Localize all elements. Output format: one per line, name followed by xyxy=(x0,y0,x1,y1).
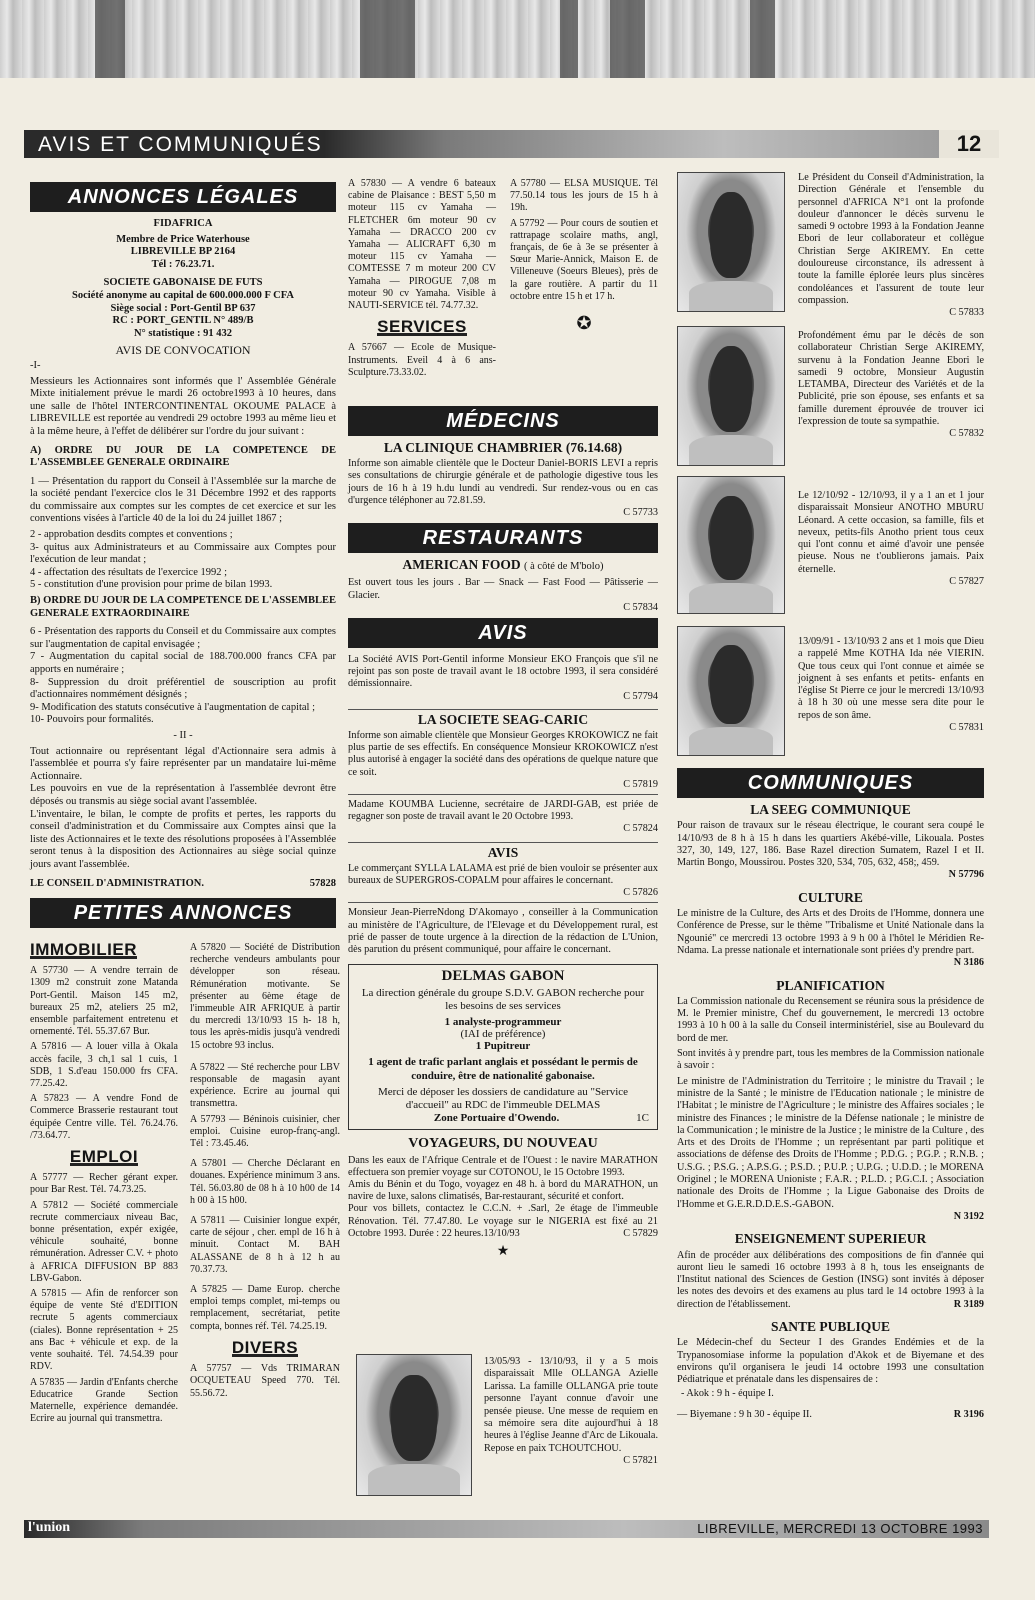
classified-ad: A 57793 — Béninois cuisinier, cher emploi. Cuisine europ-franç-angl. Tél : 73.45.46. xyxy=(190,1113,340,1150)
classified-ad: A 57812 — Société commerciale recrute commerciaux niveau Bac, bonne présentation, expér exigée, véhicule souhaité, bonne rémunération. Adresser C.V. + photo à AFRICA DIFFUSION BP 883 LBV-Gabon. xyxy=(30,1199,178,1284)
notice-text: La Commission nationale du Recensement se réunira sous la présidence de M. le Premier ministre, Chef du gouvernement, le mercredi 13 octobre 1993 à 10 h 00 à la salle du Conseil interministériel, sise au Boulevard du bord de mer. xyxy=(677,995,984,1044)
notice-text: 13/05/93 - 13/10/93, il y a 5 mois disparaissait Mlle OLLANGA Azielle Larissa. La famille OLLANGA prie toute personne l'ayant connue d'avoir une pensée pieuse. Une messe de requiem en sa mémoire sera dite aujourd'hui à 18 heures à l'église Jeanne d'Arc de Likouala. Repose en paix TCHOUTCHOU. xyxy=(484,1356,658,1454)
notice-text: Est ouvert tous les jours . Bar — Snack — Fast Food — Pâtisserie — Glacier. xyxy=(348,577,658,601)
petites-banner: PETITES ANNONCES xyxy=(30,898,336,928)
notice-text: Amis du Bénin et du Togo, voyagez en 48 h. à bord du MARATHON, un navire de luxe, salons climatisés, Bar-restaurant, sécurité et confort. xyxy=(348,1178,658,1203)
ad-reference: C 57832 xyxy=(949,428,984,440)
obituary xyxy=(798,330,984,444)
notice-text: La direction générale du groupe S.D.V. GABON recherche pour les besoins de ses services xyxy=(361,986,645,1012)
agenda-item: 4 - affectation des résultats de l'exercice 1992 ; xyxy=(30,566,228,578)
ad-reference: C 57834 xyxy=(623,601,658,613)
restaurant-name: AMERICAN FOOD xyxy=(402,557,521,573)
voyage-details: Pour vos billets, contactez le C.C.N. + .Sarl, 2e étage de l'immeuble Rénovation. Tél. 77.47.80. Le voyage sur le NIGERIA est fixé au 21 Octobre 1993. Durée : 22 heures.13/10/93 xyxy=(348,1203,658,1239)
notice-text: 13/09/91 - 13/10/93 2 ans et 1 mois que Dieu a rappelé Mme KOTHA Ida née VIERIN. Que tous ceux qui l'ont connue et aimée se joignent à ses enfants et petits- enfants en l'église St Pierre ce jour le mercredi 13/10/93 à 18 h 30 où une messe sera dite pour le repos de son âme. xyxy=(798,636,984,721)
ad-reference: C 57829 xyxy=(623,1227,658,1239)
obituary-photo xyxy=(677,626,785,756)
ad-reference: C 57831 xyxy=(949,722,984,734)
notice-text xyxy=(677,1409,984,1421)
column-communiques xyxy=(677,764,984,1424)
classified-ad: A 57815 — Afin de renforcer son équipe de vente Sté d'EDITION recrute 5 agents commerciaux (ciales). Bonne représentation + 25 ans Bac + véhicule et exp. de la vente souhaité. Tél. 74.54.39 pour RDV. xyxy=(30,1288,178,1373)
classified-ad: A 57820 — Société de Distribution recherche vendeurs ambulants pour développer son réseau. Rémunération motivante. Se présenter au 6ème étage de l'immeuble AIR AFRIQUE à partir du mercredi 13/10/93 15 h- 18 h, tous les après-midis jusqu'à vendredi 15 octobre 93 inclus. xyxy=(190,942,340,1051)
ad-reference: C 57819 xyxy=(623,778,658,790)
newspaper-name: l'union xyxy=(28,1520,71,1535)
ad-reference: C 57733 xyxy=(623,507,658,519)
paragraph: Les pouvoirs en vue de la représentation à l'assemblée devront être déposés ou transmis au siège social avant l'assemblée. xyxy=(30,783,336,807)
agenda-heading: A) ORDRE DU JOUR DE LA COMPETENCE DE L'ASSEMBLEE GENERALE ORDINAIRE xyxy=(30,444,336,469)
obituary xyxy=(798,490,984,591)
communique-title: LA SEEG COMMUNIQUE xyxy=(750,802,911,817)
obituary-photo xyxy=(677,326,785,466)
classified-ad: A 57811 — Cuisinier longue expér, carte de séjour , cher. empl de 16 h à minuit. Contact M. BAH ALASSANE de 8 h à 12 h au 70.37.73. xyxy=(190,1215,340,1275)
notice-body: — Biyemane : 9 h 30 - équipe II. xyxy=(677,1408,812,1420)
notice-body: Afin de procéder aux délibérations des compositions de fin d'année qui auront lieu le samedi 16 octobre 1993 à 8 h, tous les enseignants de l'Institut national des Sciences de Gestion (INSG) sont invités à déposer les notes des devoirs et des examens au plus tard le 14 octobre 1993 à la direction de l'établissement. xyxy=(677,1249,984,1310)
classifieds-left xyxy=(30,938,178,1428)
star-icon: ✪ xyxy=(576,313,592,334)
notice-text: Informe son aimable clientèle que Monsieur Georges KROKOWICZ ne fait plus partie de ses effectifs. En conséquence Monsieur KROKOWICZ n'est plus autorisé à engager la société dans des opérations de quelque nature que ce soit. xyxy=(348,730,658,778)
agenda-item: 5 - constitution d'une provision pour prime de bilan 1993. xyxy=(30,579,273,591)
ad-reference: R 3189 xyxy=(953,1298,984,1310)
delmas-address xyxy=(357,1112,649,1124)
notice-text: Profondément ému par le décès de son collaborateur Christian Serge AKIREMY, survenu à la Fondation Jeanne Ebori le samedi 9 octobre, Monsieur Augustin LETAMBA, Directeur des Variétés et de la Publicité, prie son épouse, ses enfants et sa famille durement éprouvée de trouver ici l'expression de toute sa sympathie. xyxy=(798,330,984,428)
ad-reference: C 57794 xyxy=(623,690,658,702)
ad-reference: C 57821 xyxy=(623,1455,658,1467)
services-heading: SERVICES xyxy=(377,317,467,337)
obituary-photo xyxy=(677,172,785,312)
notice-text: Le ministre de l'Administration du Territoire ; le ministre du Travail ; le ministre de la Santé ; le ministre de l'Education nationale ; le ministre de l'Habitat ; le ministre de l'Agriculture ; le ministre des Affaires sociales ; le ministre des Finances ; le ministre de la Défense nationale ; le ministre de la Communication ; le ministre de la Justice ; le ministre de la Culture , des Arts et des Droits de l'Homme ; un représentant par parti politique et associations de défense des Droits de l'Homme ; P.D.G. ; P.G.P. ; R.N.B. ; U.S.G. ; P.S.G. ; A.P.S.G. ; P.S.D. ; P.U.P. ; U.P.G. ; U.D.D. ; le MORENA Originel ; le MORENA Unioniste ; F.A.R. ; P.L.D. ; P.G.C.I. ; Association nationale des Droits de l'Homme ; la Ligue Gabonaise des Droits de l'Homme et G.E.R.D.D.E.S.-GABON. xyxy=(677,1075,984,1210)
classified-ad: A 57801 — Cherche Déclarant en douanes. Expérience minimum 3 ans. Tél. 56.03.80 de 08 h à 10 h00 de 14 h 00 à 15 h00. xyxy=(190,1158,340,1206)
clinic-title: LA CLINIQUE CHAMBRIER (76.14.68) xyxy=(383,440,623,455)
voyage-title: VOYAGEURS, DU NOUVEAU xyxy=(408,1136,598,1152)
agenda-item: 2 - approbation desdits comptes et conventions ; xyxy=(30,529,233,541)
delmas-title: DELMAS GABON xyxy=(441,968,565,985)
classified-ad: A 57823 — A vendre Fond de Commerce Brasserie restaurant tout équipée Centre ville. Tél. 76.24.76. /73.64.77. xyxy=(30,1093,178,1141)
communique-title: SANTE PUBLIQUE xyxy=(771,1318,890,1334)
avis-title: AVIS xyxy=(348,842,658,859)
notice-text: La Société AVIS Port-Gentil informe Monsieur EKO François que s'il ne rejoint pas son poste de travail avant le 18 octobre 1993, il sera considéré démissionnaire. xyxy=(348,654,658,690)
ad-reference: C 57824 xyxy=(623,823,658,835)
agenda-item: 6 - Présentation des rapports du Conseil et du Commissaire aux comptes sur l'augmentation de capital envisagée ; xyxy=(30,626,336,650)
ad-reference: C 57826 xyxy=(623,887,658,899)
job-title: 1 analyste-programmeur xyxy=(444,1015,562,1028)
company-title: LA SOCIETE SEAG-CARIC xyxy=(348,709,658,726)
notice-text: Pour raison de travaux sur le réseau électrique, le courant sera coupé le 14/10/93 de 8 h à 15 h dans les quartiers Akébé-ville, Likouala. Postes 327, 30, 149, 127, 186. Base Razel direction Sumatem, Razel I et II. Martin Bongo, Moussirou. Postes 320, 534, 705, 632, 458;, 459. xyxy=(677,820,984,869)
column-notices xyxy=(348,402,658,1264)
section-number: -I- xyxy=(30,359,41,371)
notice-text: Le Président du Conseil d'Administration, la Direction Générale et l'ensemble du personnel d'AFRICA N°1 ont la profonde douleur d'annoncer le décès survenu le samedi 9 octobre 1993 à la Fondation Jeanne Ebori de leur collaborateur et collègue Christian Serge AKIREMY. En cette douloureuse circonstance, ils adressent à toute la famille éplorée leurs plus sincères condoléances et l'assurent de toute leur compassion. xyxy=(798,172,984,306)
company-line: N° statistique : 91 432 xyxy=(133,327,233,339)
restaurant-title xyxy=(348,559,658,573)
memorial-notice xyxy=(484,1356,658,1471)
memorial-photo xyxy=(356,1354,472,1496)
emploi-heading: EMPLOI xyxy=(69,1147,139,1167)
classified-ad: A 57777 — Recher gérant exper. pour Bar Rest. Tél. 74.73.25. xyxy=(30,1172,178,1196)
issue-date: LIBREVILLE, MERCREDI 13 OCTOBRE 1993 xyxy=(697,1521,983,1536)
agenda-item: 3- quitus aux Administrateurs et au Commissaire aux Comptes pour l'exécution de leur mandat ; xyxy=(30,541,336,566)
ad-reference: R 3196 xyxy=(953,1408,984,1420)
company-line: RC : PORT_GENTIL N° 489/B xyxy=(112,315,254,327)
classified-ad: A 57830 — A vendre 6 bateaux cabine de Plaisance : BEST 5,50 m moteur 115 cv Yamaha — FLETCHER 6m moteur 90 cv Yamaha — DRACCO 200 cv Yamaha — ALICRAFT 6,30 m moteur 115 cv Yamaha — COMTESSE 7 m moteur 200 CV Yamaha — PIROGUE 7,08 m moteur 90 cv Yamaha. Visible à NAUTI-SERVICE tél. 74.77.32. xyxy=(348,178,496,312)
notice-text: Le ministre de la Culture, des Arts et des Droits de l'Homme, donnera une Conférence de Presse, sur le thème "Tribalisme et Unité Nationale dans la Ngounié" ce mercredi 13 octobre 1993 à 9 h 00 à l'hôtel le Méridien Re-Ndama. La presse nationale et internationale sont priées d'y prendre part. xyxy=(677,908,984,956)
job-title: 1 agent de trafic parlant anglais et possédant le permis de conduire, être de nationalité gabonaise. xyxy=(368,1056,638,1083)
classified-ad: A 57757 — Vds TRIMARAN OCQUETEAU Speed 770. Tél. 55.56.72. xyxy=(190,1363,340,1399)
notice-text: Madame KOUMBA Lucienne, secrétaire de JARDI-GAB, est priée de regagner son poste de travail avant le 20 Octobre 1993. xyxy=(348,794,658,823)
agenda-item: 9- Modification des statuts consécutive à l'augmentation de capital ; xyxy=(30,701,316,713)
communique-title: PLANIFICATION xyxy=(776,977,885,993)
notice-text: - Akok : 9 h - équipe I. xyxy=(681,1388,774,1400)
notice-text: Le 12/10/92 - 12/10/93, il y a 1 an et 1 jour disparaissait Monsieur ANOTHO MBURU Léonard. A cette occasion, sa famille, fils et neveux, petits-fils Anotho prient tous ceux qui l'ont connu et aimé d'avoir une pensée pieuse. Nous ne t'oublierons jamais. Paix éternelle. xyxy=(798,490,984,575)
classified-ad: A 57780 — ELSA MUSIQUE. Tél 77.50.14 tous les jours de 15 h à 19h. xyxy=(510,178,658,214)
ad-reference: 1C xyxy=(636,1112,649,1125)
company-name: FIDAFRICA xyxy=(153,218,213,229)
classified-ad: A 57816 — A louer villa à Okala accès facile, 3 ch,1 sal 1 cuis, 1 SDB, 1 S.d'eau 150.000 frs CFA. 77.25.42. xyxy=(30,1041,178,1090)
paragraph: Messieurs les Actionnaires sont informés que l' Assemblée Générale Mixte initialement prévue le mardi 26 octobre1993 à 10 heures, dans une salle de l'hôtel INTERCONTINENTAL OKOUME PALACE à LIBREVILLE est reportée au vendredi 29 octobre 1993 au même lieu et à la même heure, à l'effet de délibérer sur l'ordre du jour suivant : xyxy=(30,375,336,437)
classified-ad: A 57835 — Jardin d'Enfants cherche Educatrice Grande Section Maternelle, expérience demandée. Ecrire au journal qui transmettra. xyxy=(30,1376,178,1425)
agenda-item: 7 - Augmentation du capital social de 188.700.000 francs CFA par apports en numéraire ; xyxy=(30,651,336,675)
restaurants-banner: RESTAURANTS xyxy=(348,523,658,553)
notice-text xyxy=(677,1250,984,1311)
ad-reference: N 3186 xyxy=(953,957,984,969)
avis-banner: AVIS xyxy=(348,618,658,648)
restaurant-location: ( à côté de M'bolo) xyxy=(524,561,604,573)
ad-reference: N 3192 xyxy=(953,1210,984,1222)
obituary xyxy=(798,636,984,737)
classifieds-right xyxy=(190,942,340,1403)
signature: LE CONSEIL D'ADMINISTRATION. xyxy=(30,877,204,889)
paragraph: L'inventaire, le bilan, le compte de profits et pertes, les rapports du conseil d'administration et du Commissaire aux Comptes ainsi que la liste des Actionnaires et le texte des résolutions proposées à l'Assemblée seront tenus à la disposition des Actionnaires au siège social quinze jours avant l'assemblée. xyxy=(30,808,336,870)
notice-text: Monsieur Jean-PierreNdong D'Akomayo , conseiller à la Communication au ministère de l'Agriculture, de l'Elevage et du Développement rural, est prié de passer de toute urgence à la direction de la rédaction de L'Union, dès parution du présent communiqué, pour affaire le concernant. xyxy=(348,902,658,956)
ad-reference: 57828 xyxy=(309,877,336,889)
company-line: Membre de Price Waterhouse xyxy=(116,233,250,245)
classified-ad: A 57825 — Dame Europ. cherche emploi temps complet, mi-temps ou remplacement, secrétariat, petite compta, bonnes réf. Tél. 74.25.19. xyxy=(190,1284,340,1332)
company-name: SOCIETE GABONAISE DE FUTS xyxy=(103,277,263,289)
address: Zone Portuaire d'Owendo. xyxy=(433,1112,560,1125)
agenda-item: 8- Suppression du droit préférentiel de souscription au profit d'actionnaires nommément désignés ; xyxy=(30,676,336,701)
classified-ad: A 57792 — Pour cours de soutien et rattrapage scolaire maths, angl, français, de 6e à 3e se présenter à Sœur Marie-Annick, Maison E. de Villeneuve (Soeurs Bleues), près de la gare routière. A partir du 11 octobre entre 15 h et 17 h. xyxy=(510,217,658,302)
ad-reference: C 57827 xyxy=(949,576,984,588)
column-legal xyxy=(30,178,336,934)
company-line: LIBREVILLE BP 2164 xyxy=(130,246,236,258)
notice-text: Sont invités à y prendre part, tous les membres de la Commission nationale à savoir : xyxy=(677,1048,984,1072)
paragraph: Tout actionnaire ou représentant légal d'Actionnaire sera admis à l'assemblée et pourra s'y faire représenter par un mandataire lui-même Actionnaire. xyxy=(30,745,336,782)
scan-top-edge xyxy=(0,0,1035,78)
classifieds-middle-right xyxy=(510,178,658,335)
medecins-banner: MÉDECINS xyxy=(348,406,658,436)
communique-title: ENSEIGNEMENT SUPERIEUR xyxy=(734,1231,927,1247)
page-number: 12 xyxy=(939,130,999,158)
notice-text: Merci de déposer les dossiers de candidature au "Service d'accueil" au RDC de l'immeuble DELMAS xyxy=(377,1086,629,1112)
classified-ad: A 57667 — Ecole de Musique-Instruments. Eveil 4 à 6 ans-Sculpture.73.33.02. xyxy=(348,342,496,378)
legales-banner: ANNONCES LÉGALES xyxy=(30,182,336,212)
agenda-heading: B) ORDRE DU JOUR DE LA COMPETENCE DE L'ASSEMBLEE GENERALE EXTRAORDINAIRE xyxy=(30,595,336,619)
notice-title: AVIS DE CONVOCATION xyxy=(115,343,251,358)
delmas-box xyxy=(348,964,658,1130)
classified-ad: A 57822 — Sté recherche pour LBV responsable de magasin ayant expérience. Ecrire au journal qui transmettra. xyxy=(190,1061,340,1110)
company-line: Tél : 76.23.71. xyxy=(151,258,215,270)
communiques-banner: COMMUNIQUES xyxy=(677,768,984,798)
notice-text: Dans les eaux de l'Afrique Centrale et de l'Ouest : le navire MARATHON effectuera son premier voyage sur COTONOU, le 15 Octobre 1993. xyxy=(348,1154,658,1178)
divers-heading: DIVERS xyxy=(231,1337,299,1357)
star-icon: ★ xyxy=(496,1243,510,1259)
obituary-photo xyxy=(677,476,785,614)
signature-line xyxy=(30,878,336,891)
classifieds-middle xyxy=(348,178,496,382)
section-title: AVIS ET COMMUNIQUÉS xyxy=(38,133,323,156)
job-title: 1 Pupitreur xyxy=(475,1039,531,1052)
notice-text: Le Médecin-chef du Secteur I des Grandes Endémies et de la Trypanosomiase informe la population d'Akok et de Biyemane et des environs qu'il organisera le jeudi 14 octobre 1993 une consultation Pédiatrique et prénatale dans les dispensaires de : xyxy=(677,1337,984,1386)
ad-reference: N 57796 xyxy=(948,869,984,881)
agenda-item: 10- Pouvoirs pour formalités. xyxy=(30,714,154,726)
page-footer xyxy=(24,1520,989,1538)
section-number: - II - xyxy=(173,729,193,741)
company-line: Société anonyme au capital de 600.000.000 F CFA xyxy=(72,289,294,301)
ad-reference: C 57833 xyxy=(949,307,984,319)
job-note: (IAI de préférence) xyxy=(460,1027,546,1040)
notice-text xyxy=(348,1203,658,1240)
notice-text: Le commerçant SYLLA LALAMA est prié de bien vouloir se présenter aux bureaux de SUPERGROS-COPALM pour affaires le concernant. xyxy=(348,862,658,887)
classified-ad: A 57730 — A vendre terrain de 1309 m2 construit zone Matanda Port-Gentil. Maison 145 m2, bureaux 25 m2, ateliers 25 m2, ensemble parfaitement entretenu et ornementé. Tél. 55.37.67 Bur. xyxy=(30,965,178,1038)
company-line: Siège social : Port-Gentil BP 637 xyxy=(110,302,256,314)
immobilier-heading: IMMOBILIER xyxy=(30,940,137,959)
communique-title: CULTURE xyxy=(798,889,863,905)
notice-text: Informe son aimable clientèle que le Docteur Daniel-BORIS LEVI a repris ses consultations de chirurgie générale et de pathologie digestive tous les jours de 16 h à 19 h.du lundi au vendredi. Sur rendez-vous ou en cas d'urgence téléphoner au 72.81.59. xyxy=(348,458,658,506)
obituary xyxy=(798,172,984,323)
agenda-item: 1 — Présentation du rapport du Conseil à l'Assemblée sur la marche de la société pendant l'exercice clos le 31 Décembre 1992 et des rapports du commissaire aux comptes sur les comptes de cet exercice et sur les conventions visées à l'article 40 de la loi du 24 juillet 1867 ; xyxy=(30,475,336,525)
section-header xyxy=(24,130,999,158)
